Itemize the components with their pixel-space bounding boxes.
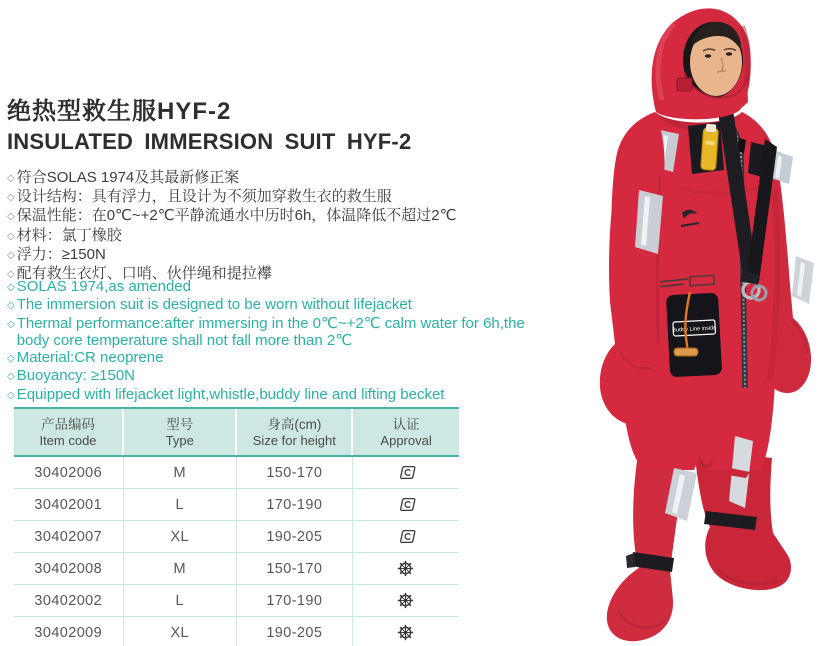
diamond-bullet-icon: ◇ — [7, 211, 15, 223]
spec-item-cn — [7, 246, 552, 265]
immersion-suit-photo — [560, 0, 830, 646]
wheelmark-approval-icon — [397, 560, 414, 577]
ccs-approval-icon — [396, 496, 416, 513]
spec-text: Thermal performance:after immersing in the 0℃~+2℃ calm water for 6h,the body core temperature shall not fall more than 2℃ — [16, 314, 525, 349]
approval-cell — [352, 617, 459, 646]
type-cell: XL — [123, 521, 236, 553]
spec-text: Buoyancy: ≥150N — [16, 367, 136, 385]
table-row — [14, 489, 459, 521]
spec-text: 保温性能：在0℃~+2℃平静流通水中历时6h，体温降低不超过2℃ — [16, 207, 457, 225]
spec-item-en — [7, 349, 559, 367]
type-cell: L — [123, 489, 236, 521]
product-table — [14, 407, 459, 646]
table-row — [14, 521, 459, 553]
spec-text: Equipped with lifejacket light,whistle,buddy line and lifting becket — [16, 385, 445, 403]
type-cell: M — [123, 553, 236, 585]
title-block — [7, 97, 567, 155]
item-code-cell: 30402009 — [14, 617, 123, 646]
spec-item-cn — [7, 227, 552, 246]
spec-item-en — [7, 315, 559, 350]
approval-cell — [352, 521, 459, 553]
item-code-cell: 30402008 — [14, 553, 123, 585]
table-row — [14, 585, 459, 617]
spec-text: 配有救生衣灯、口哨、伙伴绳和提拉襻 — [16, 265, 272, 283]
spec-text: SOLAS 1974,as amended — [16, 278, 191, 295]
spec-item-en — [7, 296, 559, 314]
type-cell: L — [123, 585, 236, 617]
approval-cell — [352, 553, 459, 585]
diamond-bullet-icon: ◇ — [7, 249, 15, 261]
col-header-en: Item code — [39, 433, 97, 448]
item-code-cell: 30402007 — [14, 521, 123, 553]
size-cell: 190-205 — [236, 521, 352, 553]
product-title-cn: 绝热型救生服HYF-2 — [7, 98, 232, 125]
table-row — [14, 617, 459, 646]
diamond-bullet-icon: ◇ — [7, 192, 15, 204]
item-code-cell: 30402006 — [14, 456, 123, 489]
col-header-type — [123, 408, 236, 456]
col-header-item-code — [14, 408, 123, 456]
spec-item-en — [7, 278, 559, 296]
col-header-cn: 身高(cm) — [267, 417, 322, 432]
type-cell: M — [123, 456, 236, 489]
diamond-bullet-icon: ◇ — [7, 389, 15, 401]
spec-text: 浮力：≥150N — [16, 245, 106, 263]
diamond-bullet-icon: ◇ — [7, 300, 15, 312]
approval-cell — [352, 456, 459, 489]
spec-text: 材料：氯丁橡胶 — [16, 226, 122, 244]
diamond-bullet-icon: ◇ — [7, 269, 15, 281]
table-row — [14, 456, 459, 489]
table-header-row — [14, 408, 459, 456]
col-header-approval — [352, 408, 459, 456]
diamond-bullet-icon: ◇ — [7, 173, 15, 184]
diamond-bullet-icon: ◇ — [7, 318, 15, 330]
approval-cell — [352, 489, 459, 521]
size-cell: 150-170 — [236, 456, 352, 489]
spec-text: 设计结构：具有浮力，且设计为不须加穿救生衣的救生服 — [16, 188, 392, 206]
col-header-size — [236, 408, 352, 456]
spec-item-en — [7, 367, 559, 385]
wheelmark-approval-icon — [397, 624, 414, 641]
col-header-cn: 型号 — [166, 417, 194, 432]
spec-item-cn — [7, 207, 552, 226]
ccs-approval-icon — [396, 464, 416, 481]
spec-list-cn — [7, 169, 552, 284]
spec-text: The immersion suit is designed to be worn without lifejacket — [16, 296, 412, 314]
size-cell: 150-170 — [236, 553, 352, 585]
pocket-label: Buddy Line inside — [672, 325, 717, 334]
diamond-bullet-icon: ◇ — [7, 371, 15, 383]
spec-item-cn — [7, 169, 552, 188]
diamond-bullet-icon: ◇ — [7, 353, 15, 365]
diamond-bullet-icon: ◇ — [7, 230, 15, 242]
size-cell: 170-190 — [236, 489, 352, 521]
table-row — [14, 553, 459, 585]
spec-item-cn — [7, 188, 552, 207]
spec-list-en — [7, 278, 559, 404]
product-title-en: INSULATED IMMERSION SUIT HYF-2 — [7, 129, 412, 154]
col-header-en: Size for height — [252, 433, 336, 448]
immersion-suit-illustration — [560, 0, 830, 646]
size-cell: 190-205 — [236, 617, 352, 646]
type-cell: XL — [123, 617, 236, 646]
approval-cell — [352, 585, 459, 617]
item-code-cell: 30402002 — [14, 585, 123, 617]
spec-item-en — [7, 386, 559, 404]
col-header-cn: 产品编码 — [41, 417, 95, 432]
col-header-en: Type — [165, 433, 194, 448]
wheelmark-approval-icon — [397, 592, 414, 609]
col-header-en: Approval — [380, 433, 432, 448]
size-cell: 170-190 — [236, 585, 352, 617]
spec-text: 符合SOLAS 1974及其最新修正案 — [16, 169, 240, 186]
spec-text: Material:CR neoprene — [16, 349, 164, 367]
ccs-approval-icon — [396, 528, 416, 545]
col-header-cn: 认证 — [392, 417, 420, 432]
diamond-bullet-icon: ◇ — [7, 282, 15, 293]
item-code-cell: 30402001 — [14, 489, 123, 521]
